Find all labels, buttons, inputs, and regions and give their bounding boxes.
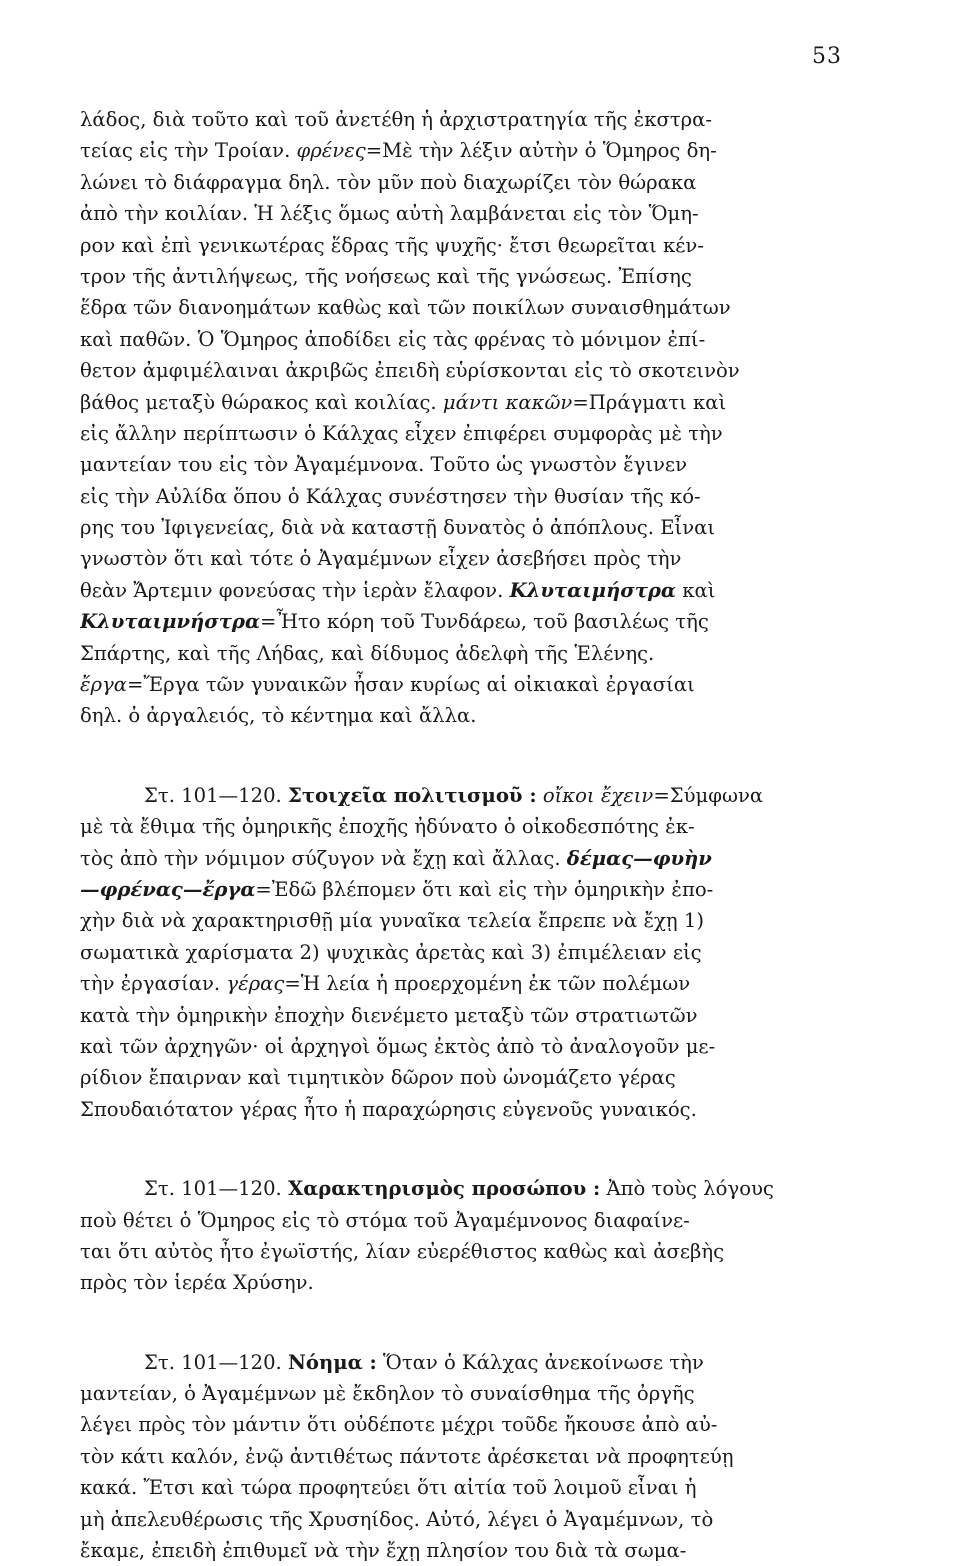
- paragraph: [80, 1347, 870, 1566]
- text-line: [80, 575, 870, 606]
- text-run: =Ἦτο κόρη τοῦ Τυνδάρεω, τοῦ βασιλέως τῆς: [260, 610, 709, 634]
- text-run: θετον ἀμφιμέλαιναι ἀκριβῶς ἐπειδὴ εὑρίσκονται εἰς τὸ σκοτεινὸν: [80, 359, 740, 383]
- text-run: μὲ τὰ ἔθιμα τῆς ὁμηρικῆς ἐποχῆς ἠδύνατο ὁ οἰκοδεσπότης ἐκ-: [80, 815, 695, 839]
- paragraph: [80, 104, 870, 732]
- text-run: ἔκαμε, ἐπειδὴ ἐπιθυμεῖ νὰ τὴν ἔχῃ πλησίον του διὰ τὰ σωμα-: [80, 1539, 687, 1563]
- glossed-term: οἴκοι ἔχειν: [542, 783, 654, 807]
- text-run: Ὅταν ὁ Κάλχας ἀνεκοίνωσε τὴν: [376, 1350, 704, 1374]
- text-run: ἕδρα τῶν διανοημάτων καθὼς καὶ τῶν ποικίλων συναισθημάτων: [80, 296, 731, 320]
- text-line: [80, 1031, 870, 1062]
- text-line: [80, 1267, 870, 1298]
- text-run: =Πράγματι καὶ: [572, 390, 727, 414]
- text-run: ρον καὶ ἐπὶ γενικωτέρας ἕδρας τῆς ψυχῆς· ἔτσι θεωρεῖται κέν-: [80, 233, 704, 257]
- text-run: Στ. 101—120.: [144, 783, 288, 807]
- text-line: [80, 324, 870, 355]
- text-line: [80, 355, 870, 386]
- text-run: Σπουδαιότατον γέρας ἦτο ἡ παραχώρησις εὐγενοῦς γυναικός.: [80, 1097, 697, 1121]
- text-run: λέγει πρὸς τὸν μάντιν ὅτι οὐδέποτε μέχρι τοῦδε ἤκουσε ἀπὸ αὐ-: [80, 1413, 718, 1437]
- text-run: μαντείαν, ὁ Ἀγαμέμνων μὲ ἔκδηλον τὸ συναίσθημα τῆς ὀργῆς: [80, 1382, 695, 1406]
- section-heading: Στοιχεῖα πολιτισμοῦ :: [288, 783, 537, 807]
- text-line: [80, 292, 870, 323]
- glossed-term: ἔργα: [80, 673, 127, 697]
- paragraph: [80, 1173, 870, 1299]
- text-line: [80, 1535, 870, 1566]
- text-run: πρὸς τὸν ἱερέα Χρύσην.: [80, 1271, 314, 1295]
- text-run: μὴ ἀπελευθέρωσις τῆς Χρυσηίδος. Αὐτό, λέγει ὁ Ἀγαμέμνων, τὸ: [80, 1507, 714, 1531]
- text-line: [80, 606, 870, 637]
- text-run: εἰς ἄλλην περίπτωσιν ὁ Κάλχας εἶχεν ἐπιφέρει συμφορὰς μὲ τὴν: [80, 421, 723, 445]
- text-run: ποὺ θέτει ὁ Ὅμηρος εἰς τὸ στόμα τοῦ Ἀγαμέμνονος διαφαίνε-: [80, 1208, 690, 1232]
- text-run: κακά. Ἔτσι καὶ τώρα προφητεύει ὅτι αἰτία τοῦ λοιμοῦ εἶναι ἡ: [80, 1476, 697, 1500]
- text-run: ρίδιον ἔπαιρναν καὶ τιμητικὸν δῶρον ποὺ ὠνομάζετο γέρας: [80, 1066, 676, 1090]
- term-emphasis: Κλυταιμήστρα: [509, 578, 676, 602]
- text-run: γνωστὸν ὅτι καὶ τότε ὁ Ἀγαμέμνων εἶχεν ἀσεβήσει πρὸς τὴν: [80, 547, 682, 571]
- text-line: [80, 418, 870, 449]
- text-run: χὴν διὰ νὰ χαρακτηρισθῇ μία γυναῖκα τελεία ἔπρεπε νὰ ἔχῃ 1): [80, 909, 704, 933]
- text-run: σωματικὰ χαρίσματα 2) ψυχικὰς ἀρετὰς καὶ 3) ἐπιμέλειαν εἰς: [80, 940, 702, 964]
- glossed-term: φρένες: [296, 139, 366, 163]
- text-line: [80, 1504, 870, 1535]
- text-line: [80, 874, 870, 905]
- text-run: καὶ: [676, 578, 716, 602]
- page-body-text: [80, 104, 870, 1566]
- text-run: εἰς τὴν Αὐλίδα ὅπου ὁ Κάλχας συνέστησεν τὴν θυσίαν τῆς κό-: [80, 484, 701, 508]
- text-run: Σπάρτης, καὶ τῆς Λήδας, καὶ δίδυμος ἀδελφὴ τῆς Ἑλένης.: [80, 641, 655, 665]
- text-run: λώνει τὸ διάφραγμα δηλ. τὸν μῦν ποὺ διαχωρίζει τὸν θώρακα: [80, 170, 697, 194]
- text-line: [80, 1205, 870, 1236]
- text-line: [80, 104, 870, 135]
- page-number: 53: [812, 44, 842, 69]
- text-line: [80, 543, 870, 574]
- text-run: ται ὅτι αὐτὸς ἦτο ἐγωϊστής, λίαν εὐερέθιστος καθὼς καὶ ἀσεβὴς: [80, 1239, 725, 1263]
- text-run: ἀπὸ τὴν κοιλίαν. Ἡ λέξις ὅμως αὐτὴ λαμβάνεται εἰς τὸν Ὅμη-: [80, 202, 699, 226]
- text-line: [80, 968, 870, 999]
- text-line: [80, 1409, 870, 1440]
- text-line: [80, 481, 870, 512]
- text-line: [80, 387, 870, 418]
- text-line: [80, 512, 870, 543]
- text-run: λάδος, διὰ τοῦτο καὶ τοῦ ἀνετέθη ἡ ἀρχιστρατηγία τῆς ἐκστρα-: [80, 108, 713, 131]
- term-heading: [510, 579, 676, 602]
- text-line: [80, 1472, 870, 1503]
- text-run: ρης του Ἰφιγενείας, διὰ νὰ καταστῇ δυνατὸς ὁ ἀπόπλους. Εἶναι: [80, 516, 716, 540]
- text-run: =Σύμφωνα: [653, 783, 764, 807]
- text-line: [80, 811, 870, 842]
- paragraph: [80, 780, 870, 1125]
- text-run: τρον τῆς ἀντιλήψεως, τῆς νοήσεως καὶ τῆς γνώσεως. Ἐπίσης: [80, 264, 692, 288]
- text-line: [80, 1441, 870, 1472]
- text-run: καὶ τῶν ἀρχηγῶν· οἱ ἀρχηγοὶ ὅμως ἐκτὸς ἀπὸ τὸ ἀναλογοῦν με-: [80, 1034, 716, 1058]
- text-line: [80, 1173, 870, 1204]
- text-run: Στ. 101—120.: [144, 1350, 288, 1374]
- text-line: [80, 905, 870, 936]
- text-line: [80, 167, 870, 198]
- text-line: [80, 638, 870, 669]
- term-emphasis: —φρένας—ἔργα: [80, 877, 256, 901]
- text-run: τείας εἰς τὴν Τροίαν.: [80, 139, 297, 163]
- text-line: [80, 1062, 870, 1093]
- text-line: [80, 843, 870, 874]
- text-line: [80, 669, 870, 700]
- section-heading: Νόημα :: [288, 1350, 377, 1374]
- text-run: τὸς ἀπὸ τὴν νόμιμον σύζυγον νὰ ἔχῃ καὶ ἄλλας.: [80, 846, 567, 870]
- text-run: =Μὲ τὴν λέξιν αὐτὴν ὁ Ὅμηρος δη-: [365, 139, 717, 163]
- glossed-term: μάντι κακῶν: [442, 390, 573, 414]
- text-line: [80, 449, 870, 480]
- text-line: [80, 1378, 870, 1409]
- text-line: [80, 700, 870, 731]
- text-run: Ἀπὸ τοὺς λόγους: [600, 1177, 774, 1201]
- term-emphasis: δέμας—φυὴν: [566, 846, 712, 870]
- section-heading: Χαρακτηρισμὸς προσώπου :: [288, 1177, 601, 1201]
- paragraph-gap: [80, 1125, 870, 1173]
- text-run: κατὰ τὴν ὁμηρικὴν ἐποχὴν διενέμετο μεταξὺ τῶν στρατιωτῶν: [80, 1003, 698, 1027]
- text-line: [80, 780, 870, 811]
- text-run: Στ. 101—120.: [144, 1177, 288, 1201]
- text-run: καὶ παθῶν. Ὁ Ὅμηρος ἀποδίδει εἰς τὰς φρένας τὸ μόνιμον ἐπί-: [80, 327, 706, 351]
- text-line: [80, 1000, 870, 1031]
- text-line: [80, 1236, 870, 1267]
- paragraph-gap: [80, 732, 870, 780]
- text-run: βάθος μεταξὺ θώρακος καὶ κοιλίας.: [80, 390, 443, 414]
- term-heading: [80, 610, 260, 633]
- text-line: [80, 1347, 870, 1378]
- text-run: δηλ. ὁ ἀργαλειός, τὸ κέντημα καὶ ἄλλα.: [80, 704, 477, 728]
- text-run: =Ἔργα τῶν γυναικῶν ἦσαν κυρίως αἱ οἰκιακαὶ ἐργασίαι: [126, 673, 695, 697]
- text-run: μαντείαν του εἰς τὸν Ἀγαμέμνονα. Τοῦτο ὡς γνωστὸν ἔγινεν: [80, 453, 687, 477]
- text-line: [80, 230, 870, 261]
- glossed-term: γέρας: [226, 972, 285, 996]
- text-line: [80, 937, 870, 968]
- text-run: τὴν ἐργασίαν.: [80, 972, 227, 996]
- text-line: [80, 198, 870, 229]
- text-line: [80, 261, 870, 292]
- term-heading: [567, 847, 712, 870]
- text-line: [80, 135, 870, 166]
- term-heading: [80, 878, 255, 901]
- text-run: =Ἐδῶ βλέπομεν ὅτι καὶ εἰς τὴν ὁμηρικὴν ἐπο-: [255, 877, 714, 901]
- term-emphasis: Κλυταιμνήστρα: [80, 610, 261, 634]
- text-line: [80, 1094, 870, 1125]
- text-run: =Ἡ λεία ἡ προερχομένη ἐκ τῶν πολέμων: [284, 972, 691, 996]
- text-run: τὸν κάτι καλόν, ἐνῷ ἀντιθέτως πάντοτε ἀρέσκεται νὰ προφητεύῃ: [80, 1444, 734, 1468]
- text-run: θεὰν Ἄρτεμιν φονεύσας τὴν ἱερὰν ἔλαφον.: [80, 578, 510, 602]
- paragraph-gap: [80, 1299, 870, 1347]
